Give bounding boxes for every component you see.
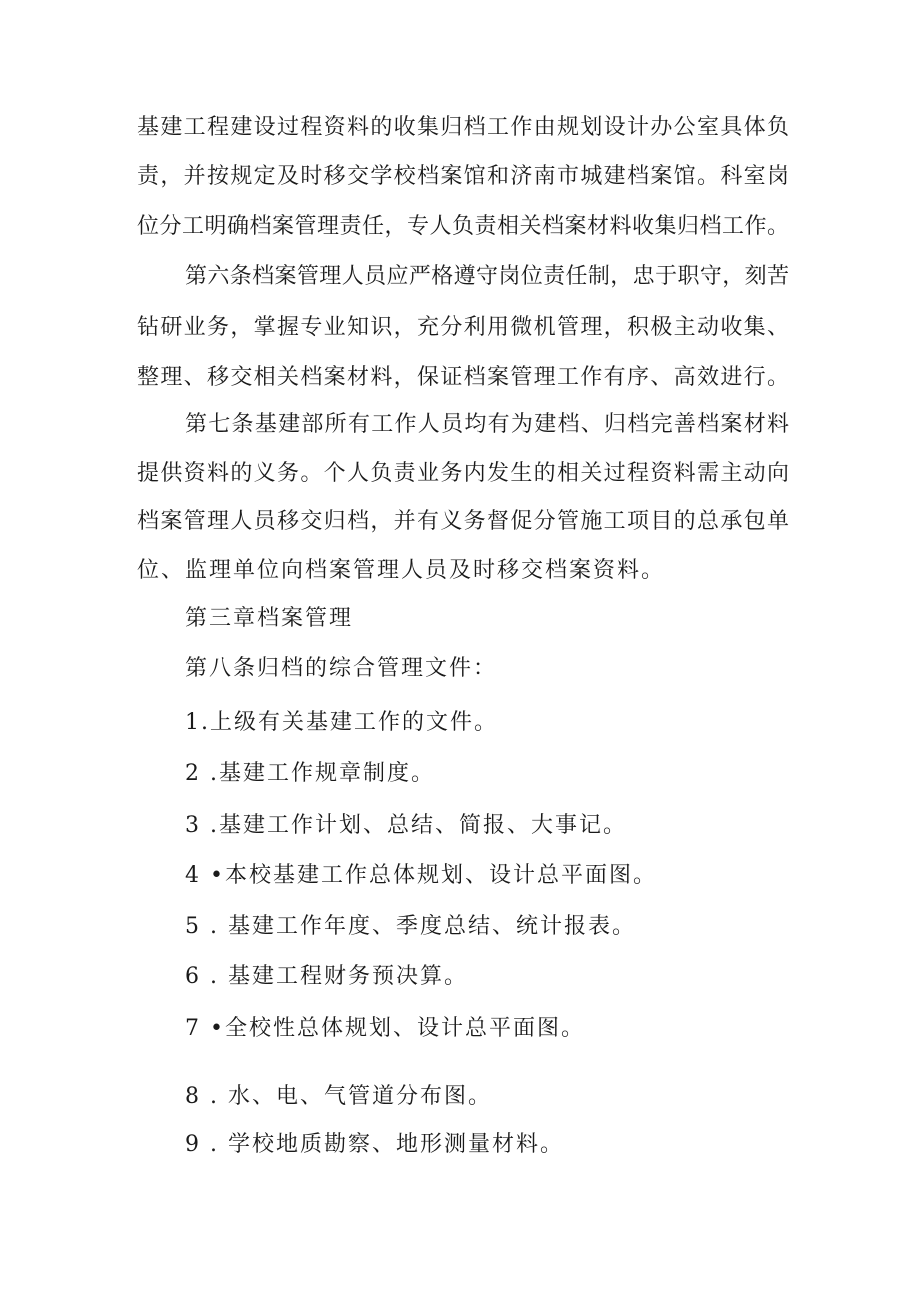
list-item: 3 .基建工作计划、总结、简报、大事记。 <box>185 813 627 838</box>
list-item: 6 . 基建工程财务预决算。 <box>185 964 468 989</box>
list-item: 5 . 基建工作年度、季度总结、统计报表。 <box>185 914 636 939</box>
article-6-line: 钻研业务，掌握专业知识，充分利用微机管理，积极主动收集、 <box>137 315 789 340</box>
article-7-line: 位、监理单位向档案管理人员及时移交档案资料。 <box>137 558 666 583</box>
article-6-line: 整理、移交相关档案材料，保证档案管理工作有序、高效进行。 <box>137 365 789 390</box>
paragraph-line: 责，并按规定及时移交学校档案馆和济南市城建档案馆。科室岗 <box>137 164 789 189</box>
list-item: 2 .基建工作规章制度。 <box>185 761 435 786</box>
list-item: 9 . 学校地质勘察、地形测量材料。 <box>185 1132 564 1157</box>
article-7-line: 档案管理人员移交归档，并有义务督促分管施工项目的总承包单 <box>137 509 789 534</box>
list-item: 4 •本校基建工作总体规划、设计总平面图。 <box>185 863 657 888</box>
article-6-line: 第六条档案管理人员应严格遵守岗位责任制，忠于职守，刻苦 <box>185 264 789 289</box>
article-7-line: 第七条基建部所有工作人员均有为建档、归档完善档案材料 <box>185 412 789 437</box>
list-item: 8 . 水、电、气管道分布图。 <box>185 1084 492 1109</box>
chapter-heading: 第三章档案管理 <box>185 606 354 631</box>
paragraph-line: 基建工程建设过程资料的收集归档工作由规划设计办公室具体负 <box>137 115 789 140</box>
article-7-line: 提供资料的义务。个人负责业务内发生的相关过程资料需主动向 <box>137 461 789 486</box>
list-item: 1.上级有关基建工作的文件。 <box>185 710 498 735</box>
paragraph-line: 位分工明确档案管理责任，专人负责相关档案材料收集归档工作。 <box>137 214 789 239</box>
article-8-heading: 第八条归档的综合管理文件： <box>185 656 498 681</box>
list-item: 7 •全校性总体规划、设计总平面图。 <box>185 1016 585 1041</box>
